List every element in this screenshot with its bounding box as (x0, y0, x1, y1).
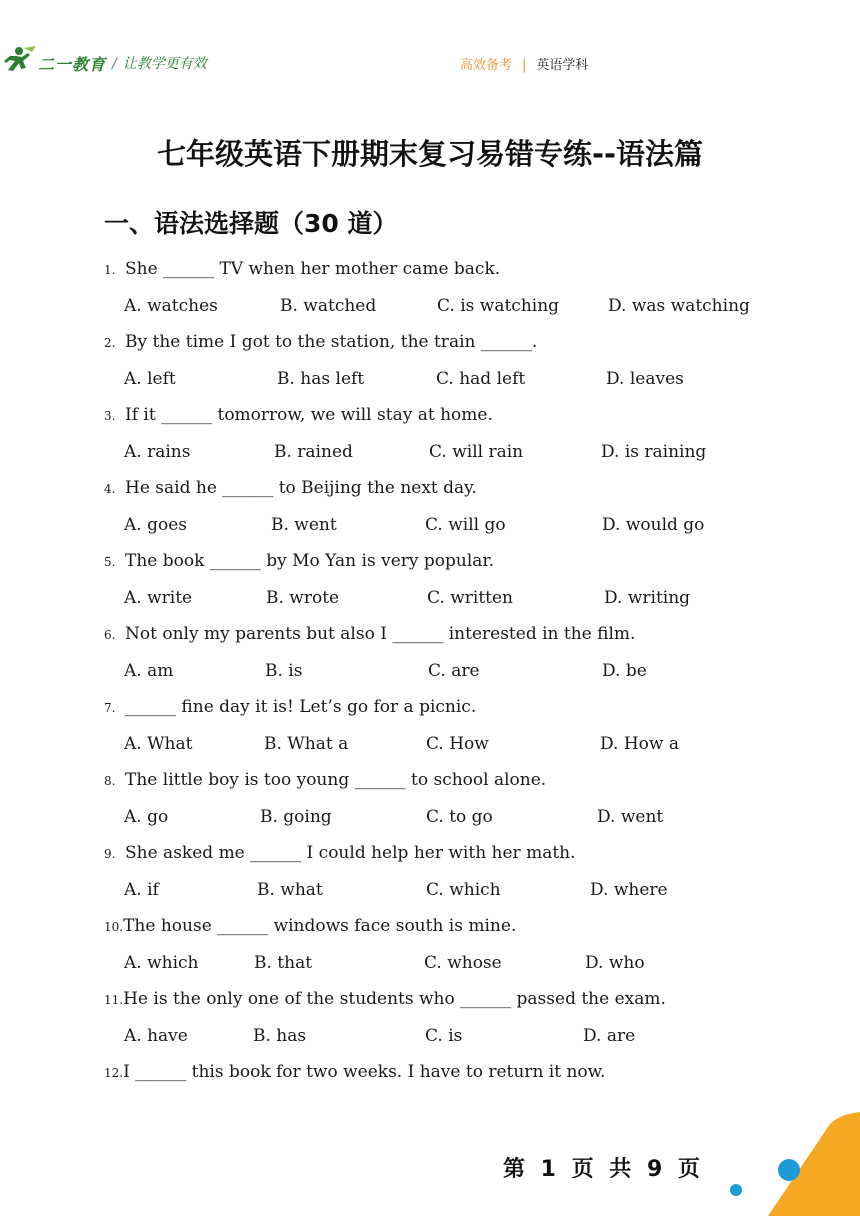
option-d: D. was watching (608, 296, 750, 316)
option-row (124, 658, 824, 684)
question-item (0, 621, 860, 694)
option-row (124, 293, 824, 319)
option-b: B. What a (264, 734, 349, 754)
option-b: B. has (253, 1026, 307, 1046)
slogan-text: 让教学更有效 (122, 56, 207, 72)
question-item (0, 694, 860, 767)
option-d: D. writing (604, 588, 691, 608)
tag-separator: | (522, 58, 527, 73)
question-number: 1. (104, 263, 116, 277)
option-c: C. How (426, 734, 489, 754)
question-text: He is the only one of the students who ______ passed the exam. (123, 989, 666, 1009)
question-number: 11. (104, 993, 124, 1007)
option-b: B. went (271, 515, 337, 535)
option-row (124, 950, 824, 976)
corner-decoration-icon (720, 1110, 860, 1216)
question-text: He said he ______ to Beijing the next day. (125, 478, 477, 498)
question-text: By the time I got to the station, the train ______. (125, 332, 538, 352)
question-number: 3. (104, 409, 116, 423)
question-number: 9. (104, 847, 116, 861)
page-header (0, 0, 860, 110)
option-row (124, 877, 824, 903)
page-number: 第 1 页 共 9 页 (503, 1157, 700, 1182)
question-text: If it ______ tomorrow, we will stay at home. (125, 405, 493, 425)
question-item (0, 402, 860, 475)
question-text: Not only my parents but also I ______ interested in the film. (125, 624, 636, 644)
question-number: 5. (104, 555, 116, 569)
option-a: A. goes (124, 515, 187, 535)
question-stem (104, 767, 546, 794)
option-b: B. what (257, 880, 323, 900)
question-item (0, 256, 860, 329)
question-text: ______ fine day it is! Let’s go for a picnic. (125, 697, 477, 717)
logo-text: 二一教育 (38, 55, 107, 74)
option-c: C. whose (424, 953, 502, 973)
option-row (124, 1023, 824, 1049)
option-a: A. if (124, 880, 159, 900)
question-text: The house ______ windows face south is mine. (123, 916, 517, 936)
option-c: C. is (425, 1026, 463, 1046)
slogan: / 让教学更有效 (112, 56, 207, 72)
question-list (0, 256, 860, 1132)
option-d: D. are (583, 1026, 636, 1046)
option-b: B. has left (277, 369, 365, 389)
option-d: D. who (585, 953, 645, 973)
option-a: A. What (124, 734, 193, 754)
question-stem (104, 256, 500, 283)
question-number: 12. (104, 1066, 124, 1080)
option-a: A. rains (124, 442, 191, 462)
option-b: B. watched (280, 296, 377, 316)
option-d: D. is raining (601, 442, 707, 462)
question-stem (104, 548, 494, 575)
option-b: B. wrote (266, 588, 340, 608)
question-stem (104, 402, 493, 429)
tag-subject: 英语学科 (536, 58, 589, 73)
question-stem (104, 840, 576, 867)
option-a: A. which (124, 953, 199, 973)
question-text: The book ______ by Mo Yan is very popular. (125, 551, 495, 571)
option-b: B. that (254, 953, 313, 973)
question-number: 8. (104, 774, 116, 788)
question-item (0, 767, 860, 840)
question-text: She asked me ______ I could help her with her math. (125, 843, 576, 863)
option-b: B. is (265, 661, 303, 681)
question-stem (104, 694, 476, 721)
question-item (0, 329, 860, 402)
header-tags (460, 54, 588, 73)
question-number: 6. (104, 628, 116, 642)
option-c: C. will rain (429, 442, 524, 462)
option-row (124, 512, 824, 538)
option-b: B. rained (274, 442, 353, 462)
question-stem (104, 329, 537, 356)
question-stem (104, 621, 635, 648)
question-text: She ______ TV when her mother came back. (125, 259, 501, 279)
question-number: 4. (104, 482, 116, 496)
option-a: A. go (124, 807, 169, 827)
option-c: C. which (426, 880, 501, 900)
question-stem (104, 913, 516, 940)
option-a: A. left (124, 369, 176, 389)
option-d: D. be (602, 661, 647, 681)
question-stem (104, 1059, 606, 1086)
option-c: C. will go (425, 515, 506, 535)
option-c: C. written (427, 588, 513, 608)
question-text: The little boy is too young ______ to school alone. (125, 770, 547, 790)
option-a: A. write (124, 588, 193, 608)
question-number: 7. (104, 701, 116, 715)
option-row (124, 731, 824, 757)
question-stem (104, 475, 477, 502)
option-a: A. have (124, 1026, 188, 1046)
option-b: B. going (260, 807, 332, 827)
option-d: D. would go (602, 515, 705, 535)
option-c: C. are (428, 661, 480, 681)
option-c: C. to go (426, 807, 493, 827)
option-row (124, 585, 824, 611)
question-item (0, 840, 860, 913)
option-row (124, 804, 824, 830)
page-title: 七年级英语下册期末复习易错专练--语法篇 (156, 137, 704, 171)
option-d: D. went (597, 807, 664, 827)
question-item (0, 548, 860, 621)
option-d: D. How a (600, 734, 679, 754)
question-item (0, 913, 860, 986)
option-c: C. had left (436, 369, 526, 389)
question-number: 10. (104, 920, 124, 934)
option-row (124, 366, 824, 392)
option-d: D. where (590, 880, 668, 900)
question-stem (104, 986, 666, 1013)
question-text: I ______ this book for two weeks. I have to return it now. (123, 1062, 606, 1082)
section-heading: 一、语法选择题（30 道） (104, 209, 398, 238)
option-a: A. am (124, 661, 174, 681)
option-row (124, 439, 824, 465)
question-item (0, 475, 860, 548)
question-item (0, 986, 860, 1059)
option-d: D. leaves (606, 369, 684, 389)
option-c: C. is watching (437, 296, 560, 316)
option-a: A. watches (124, 296, 218, 316)
tag-exam-prep: 高效备考 (460, 58, 513, 73)
question-number: 2. (104, 336, 116, 350)
